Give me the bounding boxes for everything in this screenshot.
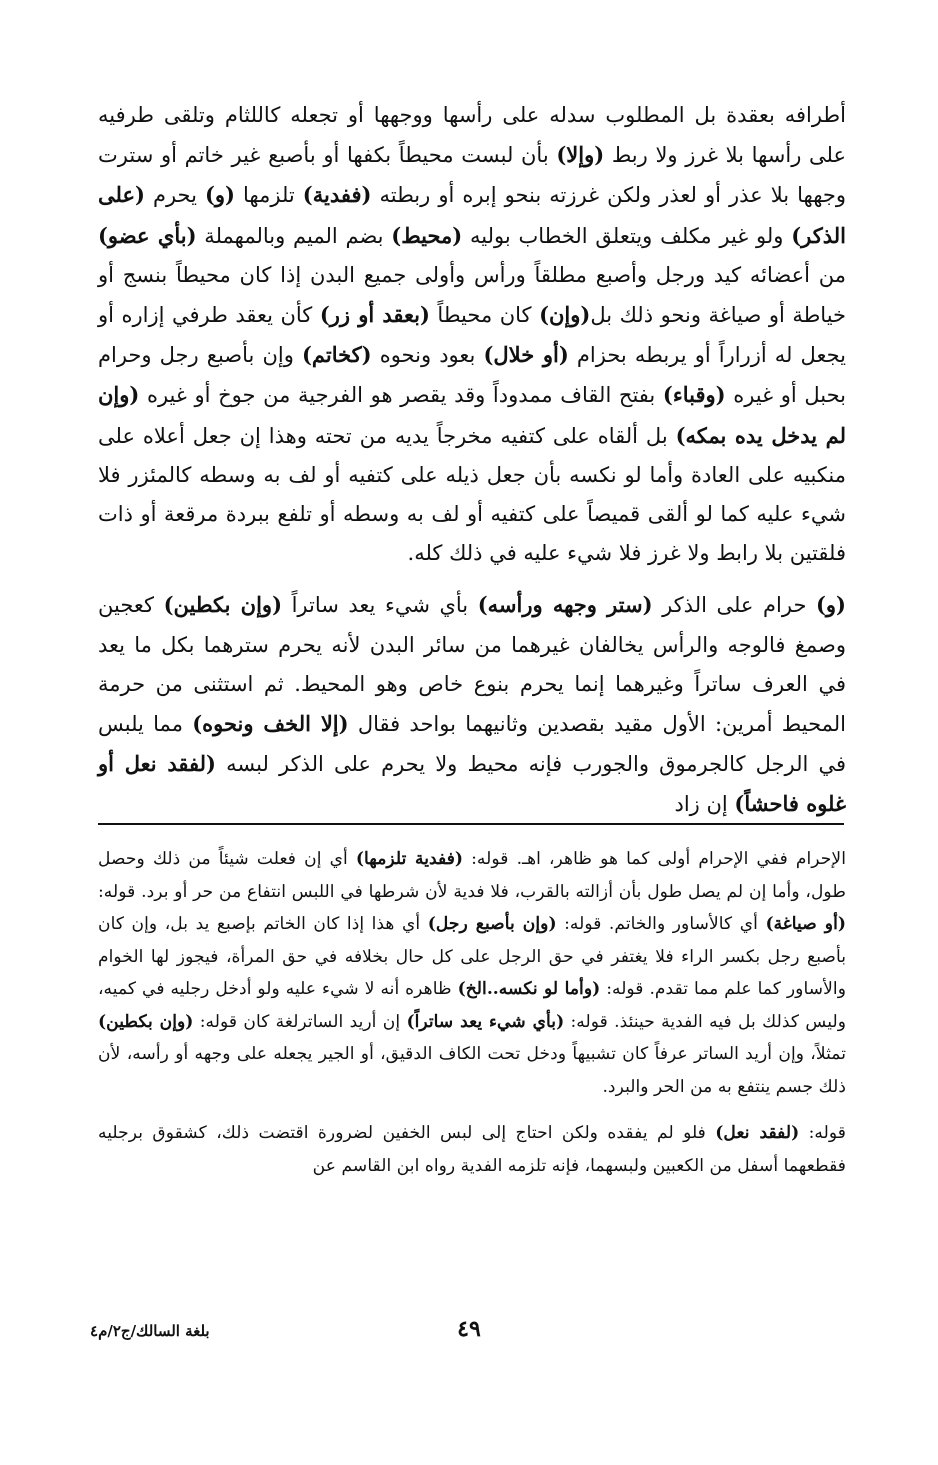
- bold-phrase: (بأي شيء يعد ساتراً): [406, 1011, 565, 1032]
- bold-phrase: (وإن بكطين): [98, 1011, 194, 1032]
- bold-phrase: (بعقد أو زر): [319, 302, 430, 328]
- bold-phrase: (ففدية): [302, 182, 372, 208]
- bold-phrase: (وإلا): [556, 142, 605, 168]
- footnote-divider: [98, 823, 844, 825]
- bold-phrase: (وأما لو نكسه..الخ): [457, 979, 601, 999]
- bold-phrase: (وقباء): [662, 382, 726, 408]
- bold-phrase: (وإن): [539, 302, 591, 328]
- bold-phrase: (كخاتم): [301, 342, 372, 368]
- bold-phrase: (وإن بأصبع رجل): [427, 914, 557, 934]
- bold-phrase: (و): [204, 182, 235, 208]
- footnote-paragraph-2: قوله: (لفقد نعل) فلو لم يفقده ولكن احتاج إلى لبس الخفين لضرورة اقتضت ذلك، كشقوق برجليه فقطعهما أسفل من الكعبين ولبسهما، فإنه تلزمه الفدية رواه ابن القاسم عن: [98, 1123, 846, 1176]
- footnote-paragraph-1: الإحرام ففي الإحرام أولى كما هو ظاهر، اهـ. قوله: (ففدية تلزمها) أي إن فعلت شيئاً من ذلك وحصل طول، وأما إن لم يصل طول بأن أزالته بالقرب، فلا فدية لأن شرطها في اللبس انتفاع من حر أو برد. قوله: (أو صياغة) أي كالأساور والخاتم. قوله: (وإن بأصبع رجل) أي هذا إذا كان الخاتم بإصبع يد بل، وإن كان بأصبع رجل بكسر الراء فلا يغتفر في حق الرجل على كل حال بخلافه في حق المرأة، فيجوز لها الخوام والأساور كما علم مما تقدم. قوله: (وأما لو نكسه..الخ) ظاهره أنه لا شيء عليه ولو أدخل رجليه في كميه، وليس كذلك بل فيه الفدية حينئذ. قوله: (بأي شيء يعد ساتراً) إن أريد الساترلغة كان قوله: (وإن بكطين) تمثلاً، وإن أريد الساتر عرفاً كان تشبيهاً ودخل تحت الكاف الدقيق، أو الجير يجعله على وجهه أو رأسه، لأن ذلك جسم ينتفع به من الحر والبرد.: [98, 849, 847, 1097]
- bold-phrase: (وإن لم يدخل يده بمكه): [98, 382, 846, 448]
- bold-phrase: (ففدية تلزمها): [355, 849, 464, 869]
- bold-phrase: (إلا الخف ونحوه): [192, 711, 349, 737]
- bold-phrase: (أو خلال): [483, 342, 569, 368]
- bold-phrase: (محيط): [391, 222, 463, 248]
- bold-phrase: (و): [815, 592, 846, 618]
- bold-phrase: (بأي عضو): [98, 222, 197, 248]
- bold-phrase: (أو صياغة): [765, 914, 847, 934]
- bold-phrase: (لفقد نعل أو غلوه فاحشاً): [98, 751, 846, 817]
- bold-phrase: (على الذكر): [98, 182, 846, 248]
- main-paragraph-2: (و) حرام على الذكر (ستر وجهه ورأسه) بأي شيء يعد ساتراً (وإن بكطين) كعجين وصمغ فالوجه والرأس يخالفان غيرهما من سائر البدن لأنه يحرم سترهما بكل ما يعد في العرف ساتراً وغيرهما إنما يحرم بنوع خاص وهو المحيط. ثم استثنى من حرمة المحيط أمرين: الأول مقيد بقصدين وثانيهما بواحد فقال (إلا الخف ونحوه) مما يلبس في الرجل كالجرموق والجورب فإنه محيط ولا يحرم على الذكر لبسه (لفقد نعل أو غلوه فاحشاً) إن زاد: [98, 592, 846, 817]
- bold-phrase: (لفقد نعل): [715, 1123, 800, 1143]
- main-paragraph-1: أطرافه بعقدة بل المطلوب سدله على رأسها ووجهها أو تجعله كاللثام وتلقى طرفيه على رأسها بلا غرز ولا ربط (وإلا) بأن لبست محيطاً بكفها أو بأصبع غير خاتم أو سترت وجهها بلا عذر أو لعذر ولكن غرزته بنحو إبره أو ربطته (ففدية) تلزمها (و) يحرم (على الذكر) ولو غير مكلف ويتعلق الخطاب بوليه (محيط) بضم الميم وبالمهملة (بأي عضو) من أعضائه كيد ورجل وأصبع مطلقاً ورأس وأولى جميع البدن إذا كان محيطاً بنسج أو خياطة أو صياغة ونحو ذلك بل(وإن) كان محيطاً (بعقد أو زر) كأن يعقد طرفي إزاره أو يجعل له أزراراً أو يربطه بحزام (أو خلال) بعود ونحوه (كخاتم) وإن بأصبع رجل وحرام بحبل أو غيره (وقباء) بفتح القاف ممدوداً وقد يقصر هو الفرجية من جوخ أو غيره (وإن لم يدخل يده بمكه) بل ألقاه على كتفيه مخرجاً يديه من تحته وهذا إن جعل أعلاه على منكبيه على العادة وأما لو نكسه بأن جعل ذيله على كتفيه أو لف به وسطه كالمئزر فلا شيء عليه كما لو ألقى قميصاً على كتفيه أو لف به وسطه أو تلفع ببردة مرقعة أو ذات فلقتين بلا رابط ولا غرز فلا شيء عليه في ذلك كله.: [98, 103, 847, 566]
- running-title: بلغة السالك/ج٢/م٤: [90, 1322, 210, 1340]
- page-number: ٤٩: [457, 1316, 481, 1342]
- bold-phrase: (ستر وجهه ورأسه): [477, 592, 653, 618]
- bold-phrase: (وإن بكطين): [163, 592, 283, 618]
- main-text: [98, 96, 846, 825]
- footnotes: [98, 843, 846, 1182]
